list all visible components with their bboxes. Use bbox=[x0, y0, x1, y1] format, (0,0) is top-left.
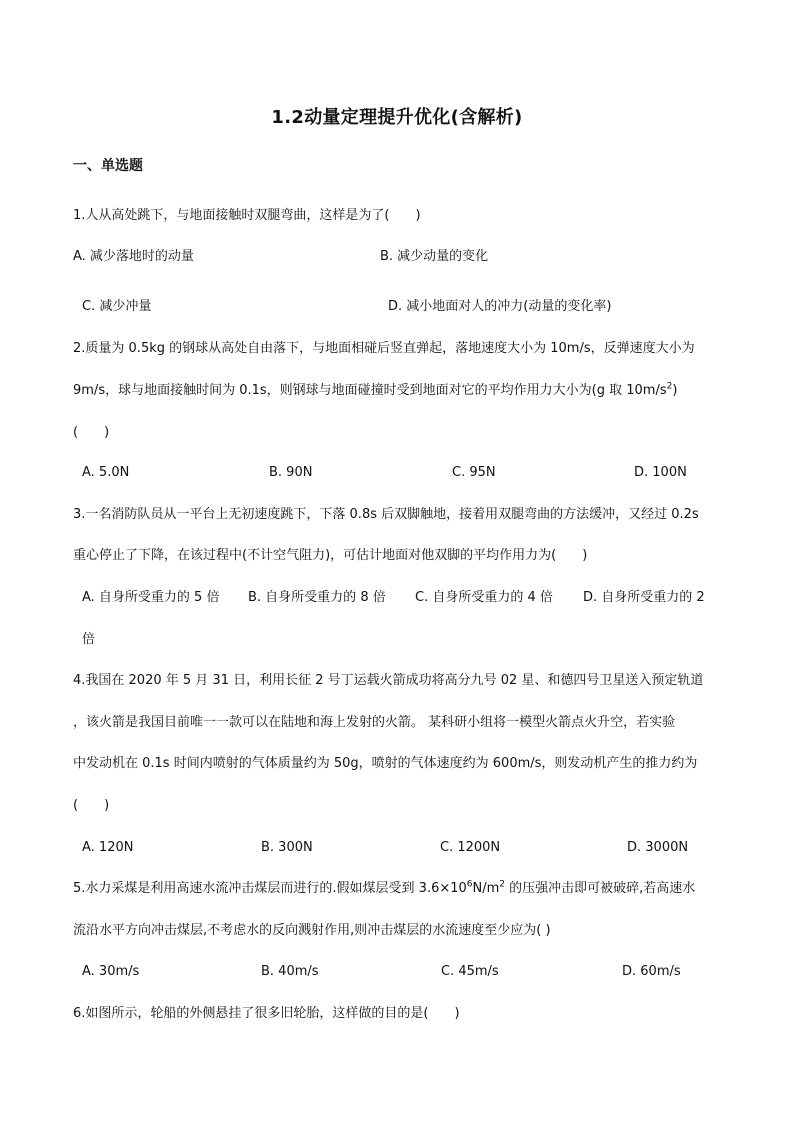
question-3-option-c: C. 自身所受重力的 4 倍 bbox=[415, 590, 553, 605]
question-2-stem-line-1: 2.质量为 0.5kg 的钢球从高处自由落下，与地面相碰后竖直弹起，落地速度大小为 10m/s，反弹速度大小为 bbox=[73, 341, 695, 356]
question-4-option-d: D. 3000N bbox=[627, 840, 689, 855]
question-4-option-b: B. 300N bbox=[261, 840, 313, 855]
question-3-stem-line-2: 重心停止了下降，在该过程中(不计空气阻力)，可估计地面对他双脚的平均作用力为( ) bbox=[73, 548, 588, 563]
question-5-option-b: B. 40m/s bbox=[261, 964, 319, 979]
section-heading: 一、单选题 bbox=[73, 158, 143, 174]
question-1-option-c: C. 减少冲量 bbox=[82, 299, 152, 314]
unit-text: N/m bbox=[472, 881, 500, 896]
question-2-option-c: C. 95N bbox=[452, 465, 496, 480]
exponent: 2 bbox=[499, 879, 506, 890]
question-3-stem-line-1: 3.一名消防队员从一平台上无初速度跳下，下落 0.8s 后双脚触地，接着用双腿弯曲的方法缓冲，又经过 0.2s bbox=[73, 507, 699, 522]
question-5-option-d: D. 60m/s bbox=[622, 964, 681, 979]
question-4-stem-line-1: 4.我国在 2020 年 5 月 31 日，利用长征 2 号丁运载火箭成功将高分九号 02 星、和德四号卫星送入预定轨道 bbox=[73, 673, 704, 688]
question-2-option-a: A. 5.0N bbox=[82, 465, 130, 480]
question-1-option-a: A. 减少落地时的动量 bbox=[73, 249, 194, 264]
question-4-stem-line-3: 中发动机在 0.1s 时间内喷射的气体质量约为 50g，喷射的气体速度约为 600m/s，则发动机产生的推力约为 bbox=[73, 756, 698, 771]
question-2-option-d: D. 100N bbox=[634, 465, 687, 480]
question-4-option-c: C. 1200N bbox=[440, 840, 501, 855]
page-title: 1.2动量定理提升优化(含解析) bbox=[271, 107, 523, 128]
exponent: 2 bbox=[666, 381, 673, 392]
question-1-option-d: D. 减小地面对人的冲力(动量的变化率) bbox=[388, 299, 612, 314]
question-5-stem-end: 的压强冲击即可被破碎,若高速水 bbox=[505, 881, 696, 896]
question-2-stem-text: 9m/s，球与地面接触时间为 0.1s，则钢球与地面碰撞时受到地面对它的平均作用力大小为(g 取 10m/s bbox=[73, 383, 667, 398]
question-3-option-d: D. 自身所受重力的 2 bbox=[583, 590, 705, 605]
question-3-option-b: B. 自身所受重力的 8 倍 bbox=[248, 590, 386, 605]
question-5-stem-text: 5.水力采煤是利用高速水流冲击煤层而进行的.假如煤层受到 3.6×10 bbox=[73, 881, 467, 896]
question-4-stem-line-2: ，该火箭是我国目前唯一一款可以在陆地和海上发射的火箭。 某科研小组将一模型火箭点火升空，若实验 bbox=[73, 715, 676, 730]
question-2-stem-line-2 bbox=[73, 382, 733, 400]
question-6-stem: 6.如图所示，轮船的外侧悬挂了很多旧轮胎，这样做的目的是( ) bbox=[73, 1006, 460, 1021]
question-2-stem-end: ) bbox=[672, 383, 678, 398]
question-1-option-b: B. 减少动量的变化 bbox=[380, 249, 489, 264]
question-4-answer-blank: ( ) bbox=[73, 798, 110, 813]
exponent: 6 bbox=[466, 879, 473, 890]
question-2-answer-blank: ( ) bbox=[73, 425, 110, 440]
question-2-option-b: B. 90N bbox=[269, 465, 313, 480]
question-5-option-c: C. 45m/s bbox=[441, 964, 499, 979]
question-1-stem: 1.人从高处跳下，与地面接触时双腿弯曲，这样是为了( ) bbox=[73, 208, 421, 223]
question-3-option-d-continued: 倍 bbox=[82, 632, 96, 647]
question-5-stem-line-1 bbox=[73, 880, 733, 898]
question-5-option-a: A. 30m/s bbox=[82, 964, 140, 979]
question-5-stem-line-2: 流沿水平方向冲击煤层,不考虑水的反向溅射作用,则冲击煤层的水流速度至少应为( ) bbox=[73, 923, 551, 938]
question-3-option-a: A. 自身所受重力的 5 倍 bbox=[82, 590, 220, 605]
question-4-option-a: A. 120N bbox=[82, 840, 134, 855]
